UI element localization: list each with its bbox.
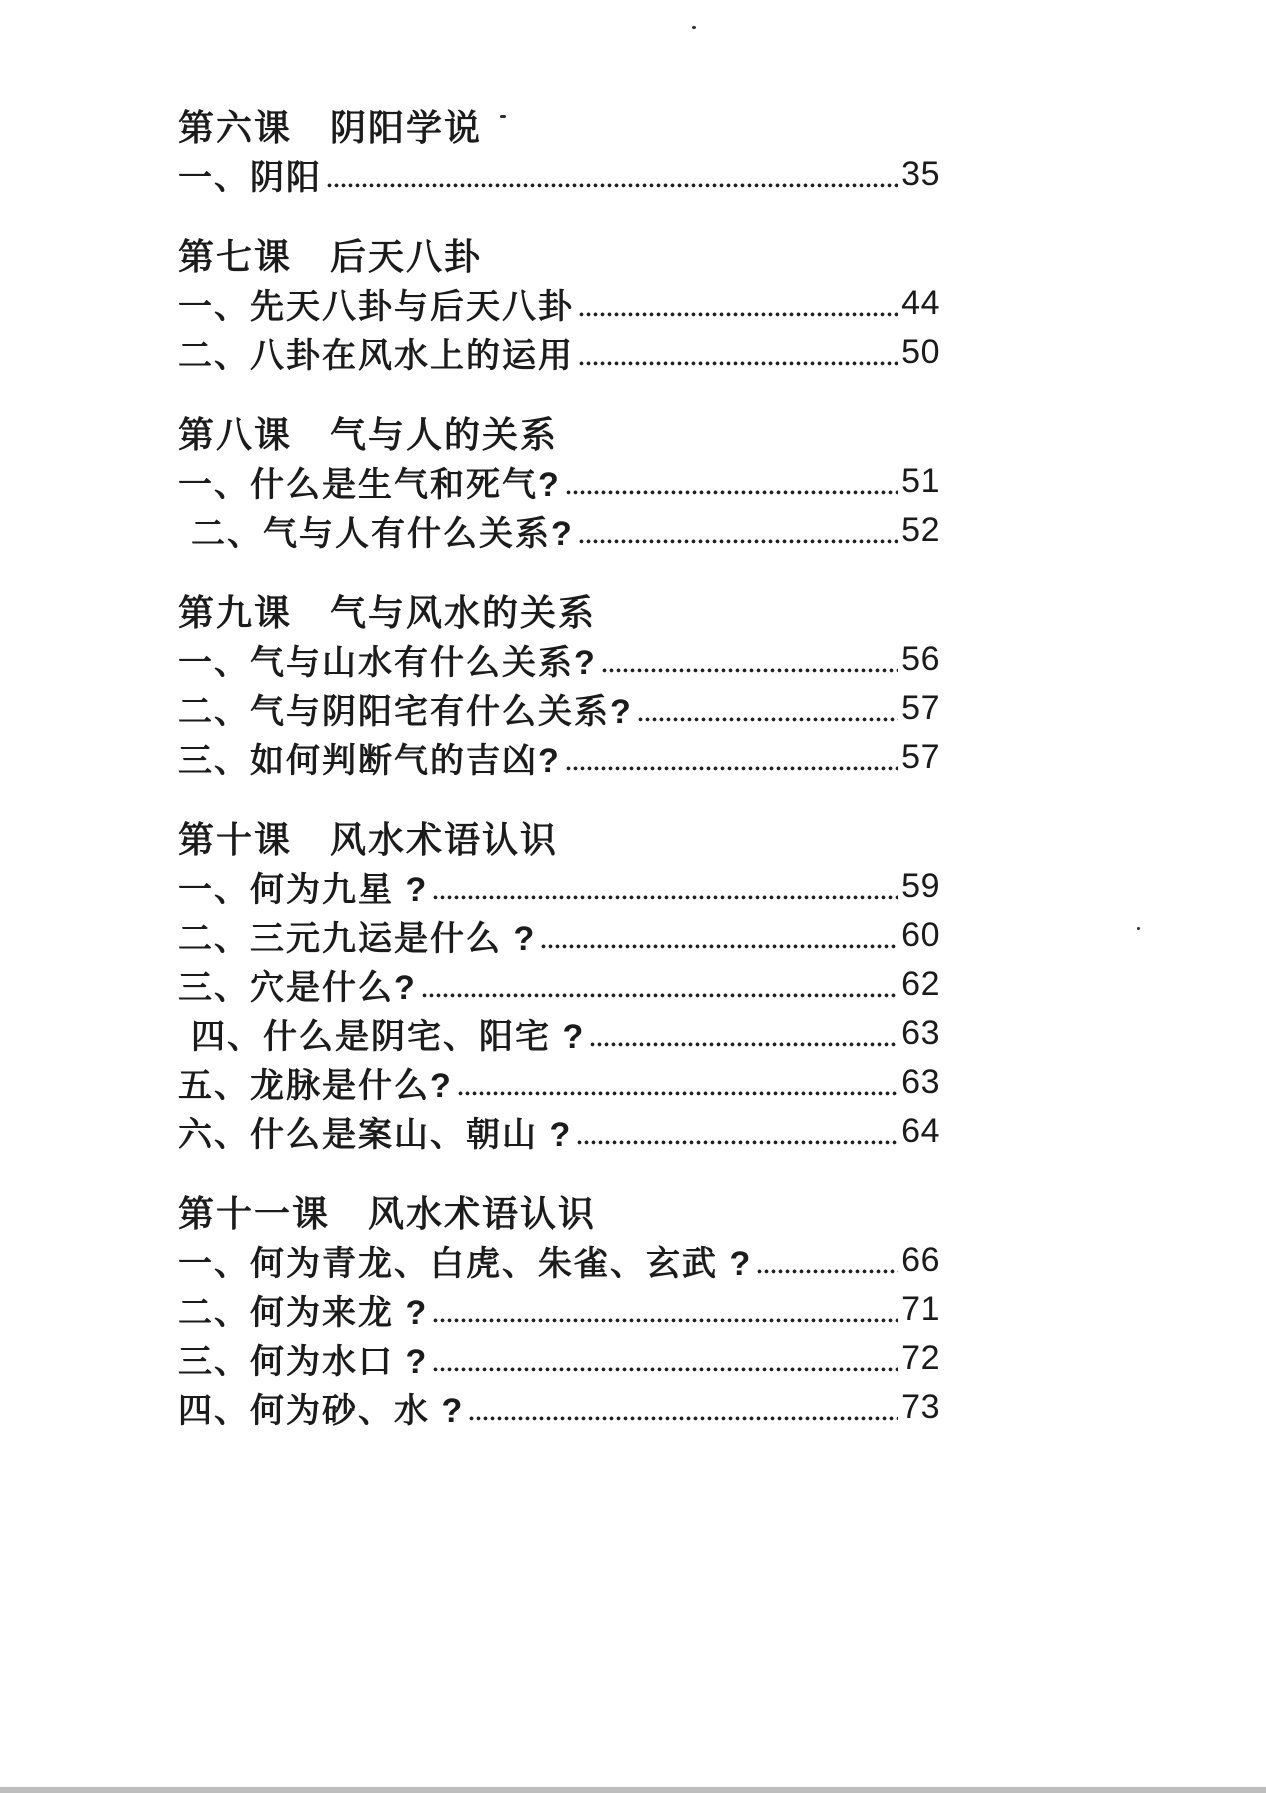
dot-leader xyxy=(578,539,898,544)
entry-label: 一、什么是生气和死气? xyxy=(178,466,561,504)
toc-entry xyxy=(178,457,940,506)
entry-page-number: 63 xyxy=(901,1063,940,1101)
toc-section-lesson-7 xyxy=(178,229,940,377)
scan-noise-speck xyxy=(1137,927,1140,930)
entry-page-number: 71 xyxy=(901,1290,940,1328)
entry-page-number: 60 xyxy=(901,916,940,954)
entry-label: 一、何为青龙、白虎、朱雀、玄武 ? xyxy=(178,1245,753,1283)
entry-label: 一、何为九星 ? xyxy=(178,871,429,909)
section-title: 第八课 气与人的关系 xyxy=(178,413,559,455)
entry-label: 六、什么是案山、朝山 ? xyxy=(178,1116,573,1154)
dot-leader xyxy=(432,1367,898,1372)
entry-label: 四、什么是阴宅、阳宅 ? xyxy=(191,1018,586,1056)
toc-entry xyxy=(178,733,940,782)
toc-entry xyxy=(178,862,940,911)
entry-label: 一、阴阳 xyxy=(178,159,322,197)
dot-leader xyxy=(565,766,898,771)
toc-section-lesson-11 xyxy=(178,1186,940,1432)
entry-label: 三、何为水口 ? xyxy=(178,1343,429,1381)
toc-entry xyxy=(178,1236,940,1285)
entry-page-number: 50 xyxy=(901,333,940,371)
entry-label: 四、何为砂、水 ? xyxy=(178,1392,465,1430)
entry-page-number: 59 xyxy=(901,867,940,905)
dot-leader xyxy=(540,944,898,949)
entry-page-number: 72 xyxy=(901,1339,940,1377)
toc-entry xyxy=(178,1058,940,1107)
toc-section-lesson-10 xyxy=(178,812,940,1156)
entry-label: 五、龙脉是什么? xyxy=(178,1067,453,1105)
dot-leader xyxy=(637,717,898,722)
toc-entry xyxy=(178,150,940,199)
toc-entry xyxy=(178,328,940,377)
dot-leader xyxy=(326,183,898,188)
entry-page-number: 73 xyxy=(901,1388,940,1426)
toc-entry xyxy=(178,1383,940,1432)
entry-label: 二、何为来龙 ? xyxy=(178,1294,429,1332)
section-title: 第十一课 风水术语认识 xyxy=(178,1192,597,1234)
dot-leader xyxy=(457,1091,898,1096)
toc-entry xyxy=(178,1009,940,1058)
dot-leader xyxy=(601,668,898,673)
bottom-scan-edge xyxy=(0,1787,1266,1793)
entry-page-number: 66 xyxy=(901,1241,940,1279)
entry-label: 二、气与阴阳宅有什么关系? xyxy=(178,693,633,731)
entry-page-number: 63 xyxy=(901,1014,940,1052)
entry-label: 二、三元九运是什么 ? xyxy=(178,920,537,958)
toc-section-lesson-9 xyxy=(178,585,940,782)
entry-label: 二、气与人有什么关系? xyxy=(191,515,574,553)
section-title: 第七课 后天八卦 xyxy=(178,235,483,277)
entry-page-number: 35 xyxy=(901,155,940,193)
dot-leader xyxy=(565,490,898,495)
entry-page-number: 56 xyxy=(901,640,940,678)
entry-page-number: 57 xyxy=(901,738,940,776)
toc-entry xyxy=(178,1334,940,1383)
entry-page-number: 64 xyxy=(901,1112,940,1150)
entry-label: 三、如何判断气的吉凶? xyxy=(178,742,561,780)
toc-entry xyxy=(178,960,940,1009)
dot-leader xyxy=(589,1042,898,1047)
toc-entry xyxy=(178,911,940,960)
toc-entry xyxy=(178,279,940,328)
entry-page-number: 52 xyxy=(901,511,940,549)
toc-section-lesson-8 xyxy=(178,407,940,555)
entry-label: 一、气与山水有什么关系? xyxy=(178,644,597,682)
dot-leader xyxy=(468,1416,898,1421)
entry-label: 二、八卦在风水上的运用 xyxy=(178,337,574,375)
dot-leader xyxy=(576,1140,898,1145)
dot-leader xyxy=(756,1269,898,1274)
entry-page-number: 62 xyxy=(901,965,940,1003)
toc-entry xyxy=(178,1107,940,1156)
entry-page-number: 57 xyxy=(901,689,940,727)
section-title: 第十课 风水术语认识 xyxy=(178,818,559,860)
scan-noise-speck xyxy=(500,115,506,118)
entry-page-number: 51 xyxy=(901,462,940,500)
entry-label: 三、穴是什么? xyxy=(178,969,417,1007)
toc-entry xyxy=(178,635,940,684)
dot-leader xyxy=(578,361,898,366)
dot-leader xyxy=(578,312,898,317)
dot-leader xyxy=(432,1318,898,1323)
toc-entry xyxy=(178,1285,940,1334)
entry-label: 一、先天八卦与后天八卦 xyxy=(178,288,574,326)
dot-leader xyxy=(432,895,898,900)
toc-entry xyxy=(178,506,940,555)
toc-entry xyxy=(178,684,940,733)
scan-noise-speck xyxy=(692,26,696,29)
section-title: 第六课 阴阳学说 xyxy=(178,106,483,148)
entry-page-number: 44 xyxy=(901,284,940,322)
section-title: 第九课 气与风水的关系 xyxy=(178,591,597,633)
dot-leader xyxy=(421,993,898,998)
toc-section-lesson-6 xyxy=(178,100,940,199)
